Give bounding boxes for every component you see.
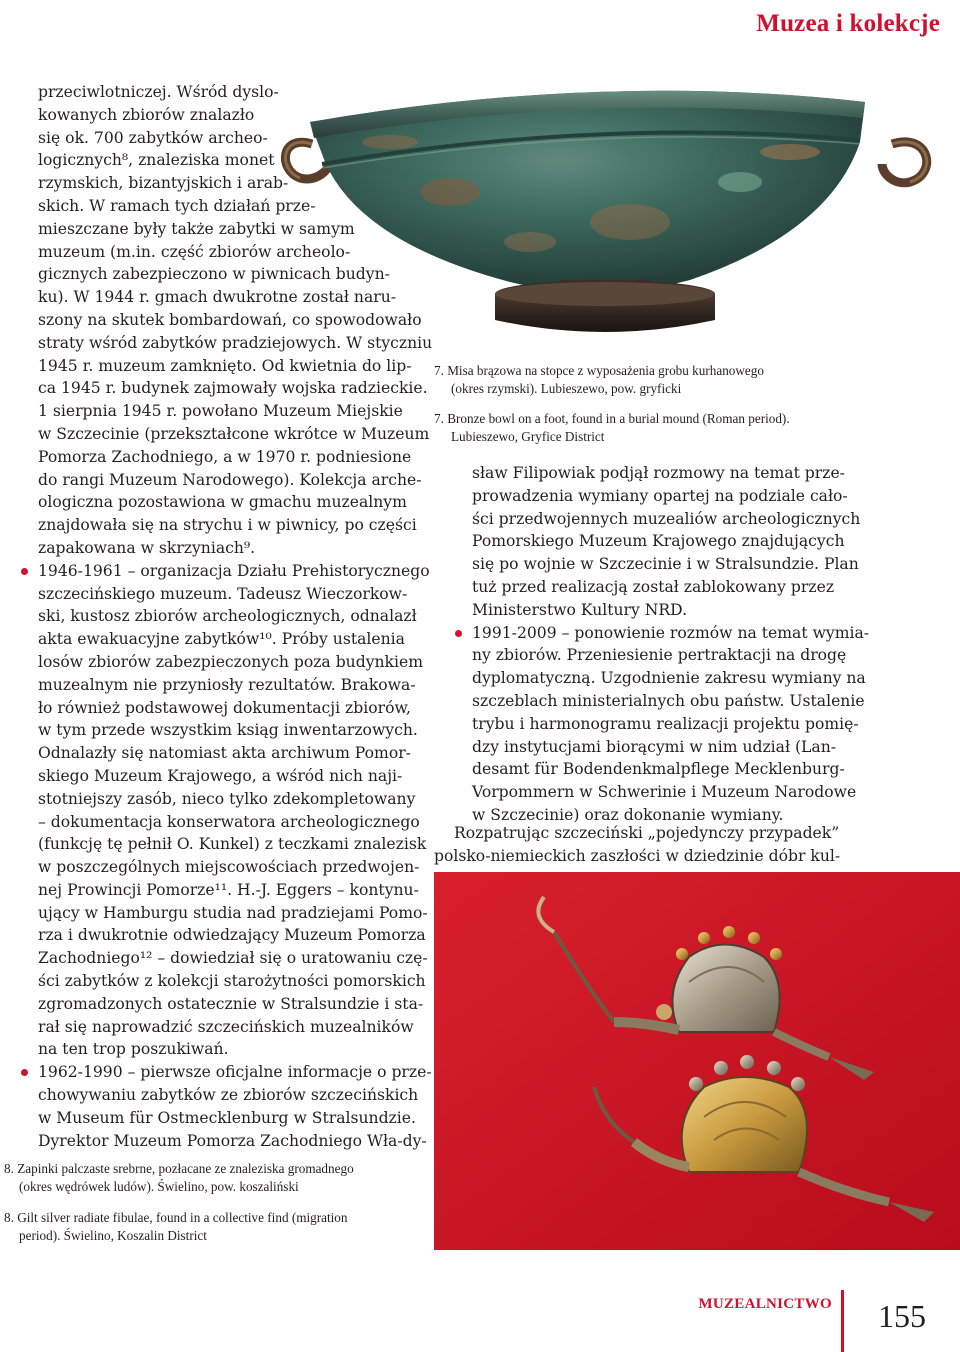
caption-fig8-pl: 8. Zapinki palczaste srebrne, pozłacane ze znaleziska gromadnego (okres wędrówek ludów). Świelino, pow. koszaliński <box>4 1161 354 1194</box>
bullet-1962-1990: 1962-1990 – pierwsze oficjalne informacje o prze- chowywaniu zabytków ze zbiorów szczecińskich w Museum für Ostmecklenburg w Stralsundzie. Dyrektor Muzeum Pomorza Zachodniego Wła-dy- <box>38 1061 410 1152</box>
bullet-1946-1961: 1946-1961 – organizacja Działu Prehistorycznego szczecińskiego muzeum. Tadeusz Wieczorkow- ski, kustosz zbiorów archeologicznych, odnalazł akta ewakuacyjne zabytków¹⁰. Próby ustalenia losów zbiorów zabezpieczonych poza budynkiem muzealnym nie przyniosły rezultatów. Brakowa- ło również podstawowej dokumentacji zbiorów, w tym przede wszystkim ksiąg inwentarzowych. Odnalazły się natomiast akta archiwum Pomor- skiego Muzeum Krajowego, a wśród nich naji- stotniejszy zasób, nieco tylko zdekompletowany – dokumentacja konserwatora archeologicznego (funkcję tę pełnił O. Kunkel) z teczkami znalezisk w poszczególnych miejscowościach przedwojen- nej Prowincji Pomorze¹¹. H.-J. Eggers – kontynu- ujący w Hamburgu studia nad pradziejami Pomo- rza i dwukrotnie odwiedzający Muzeum Pomorza Zachodniego¹² – dowiedział się o uratowaniu czę- ści zabytków z kolekcji starożytności pomorskich zgromadzonych ostatecznie w Stralsundzie i sta- rał się naprowadzić szczecińskich muzealników na ten trop poszukiwań. <box>38 560 410 1062</box>
bullet-dot <box>21 568 28 575</box>
paragraph-intro: przeciwlotniczej. Wśród dyslo- kowanych zbiorów znalazło się ok. 700 zabytków archeo- logicznych⁸, znaleziska monet rzymskich, bizantyjskich i arab- skich. W ramach tych działań prze- mieszczane były także zabytki w samym muzeum (m.in. część zbiorów archeolo- gicznych zabezpieczono w piwnicach budyn- ku). W 1944 r. gmach dwukrotne został naru- szony na skutek bombardowań, co spowodowało straty wśród zabytków pradziejowych. W styczniu 1945 r. muzeum zamknięto. Od kwietnia do lip- ca 1945 r. budynek zajmowały wojska radzieckie. 1 sierpnia 1945 r. powołano Muzeum Miejskie w Szczecinie (przekształcone wkrótce w Muzeum Pomorza Zachodniego, a w 1970 r. podniesione do rangi Muzeum Narodowego). Kolekcja arche- ologiczna pozostawiona w gmachu muzealnym znajdowała się na strychu i w piwnicy, po części zapakowana w skrzyniach⁹. <box>38 83 433 557</box>
caption-fig7-en: 7. Bronze bowl on a foot, found in a burial mound (Roman period). Lubieszewo, Gryfice District <box>434 411 790 444</box>
section-title: Muzea i kolekcje <box>756 10 940 37</box>
page-number: 155 <box>878 1298 926 1334</box>
right-column <box>472 462 870 827</box>
caption-fig7-pl: 7. Misa brązowa na stopce z wyposażenia grobu kurhanowego (okres rzymski). Lubieszewo, pow. gryficki <box>434 363 764 396</box>
bullet-dot <box>455 630 462 637</box>
paragraph-continuation: sław Filipowiak podjął rozmowy na temat prze- prowadzenia wymiany opartej na podziale cało- ści przedwojennych muzealiów archeologicznych Pomorskiego Muzeum Krajowego znajdujących się po wojnie w Szczecinie i w Stralsundzie. Plan tuż przed realizacją został zablokowany przez Ministerstwo Kultury NRD. <box>472 464 861 619</box>
fibulae-photo <box>434 872 960 1250</box>
magazine-name: MUZEALNICTWO <box>698 1296 832 1312</box>
caption-fig8-en: 8. Gilt silver radiate fibulae, found in a collective find (migration period). Świelino, Koszalin District <box>4 1210 348 1243</box>
closing-paragraph: Rozpatrując szczeciński „pojedynczy przypadek” polsko-niemieckich zaszłości w dziedzinie dóbr kul- <box>434 824 841 865</box>
bullet-dot <box>21 1069 28 1076</box>
left-column <box>38 81 433 1152</box>
bullet-1991-2009: 1991-2009 – ponowienie rozmów na temat wymia- ny zbiorów. Przeniesienie pertraktacji na drogę dyplomatyczną. Uzgodnienie zakresu wymiany na szczeblach ministerialnych obu państw. Ustalenie trybu i harmonogramu realizacji projektu pomię- dzy instytucjami biorącymi w nim udział (Lan- desamt für Bodendenkmalpflege Mecklenburg- Vorpommern w Schwerinie i Muzeum Narodowe w Szczecinie) oraz dokonanie wymiany. <box>472 622 842 827</box>
footer-divider <box>841 1290 844 1352</box>
